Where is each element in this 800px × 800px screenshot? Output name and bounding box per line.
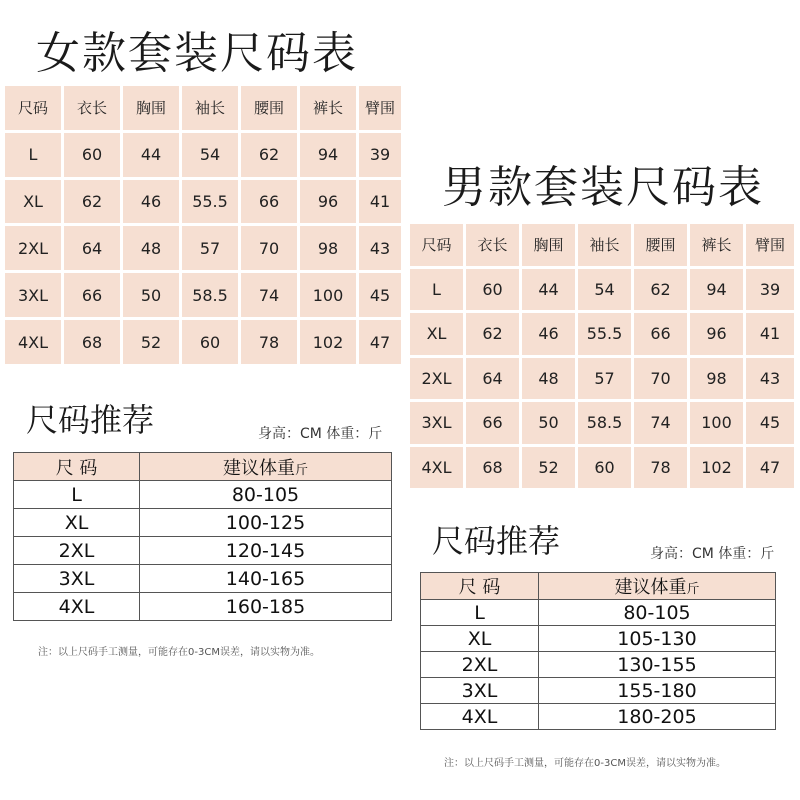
weight-header-label: 建议体重 — [614, 577, 687, 598]
column-header: 尺码 — [5, 86, 61, 130]
men-recommendation-table — [420, 572, 776, 730]
weight-range-cell: 120-145 — [140, 537, 392, 565]
table-header-row — [14, 453, 392, 481]
table-row — [14, 593, 392, 621]
measurement-cell: 62 — [634, 269, 687, 311]
weight-unit: 斤 — [686, 582, 700, 597]
size-label: XL — [5, 180, 61, 224]
men-size-chart — [410, 224, 788, 488]
column-header: 衣长 — [64, 86, 120, 130]
women-recommendation-title: 尺码推荐 — [26, 401, 155, 439]
table-row — [14, 537, 392, 565]
measurement-cell: 55.5 — [578, 313, 631, 355]
men-unit-note: 身高：CM 体重：斤 — [650, 546, 775, 562]
table-header-row — [421, 573, 776, 600]
size-cell: 4XL — [14, 593, 140, 621]
women-footnote: 注：以上尺码手工测量，可能存在0-3CM误差，请以实物为准。 — [38, 647, 320, 658]
measurement-cell: 50 — [522, 402, 575, 444]
measurement-cell: 62 — [466, 313, 519, 355]
measurement-cell: 57 — [182, 226, 238, 270]
weight-range-cell: 180-205 — [539, 704, 776, 730]
measurement-cell: 102 — [690, 447, 743, 489]
measurement-cell: 60 — [578, 447, 631, 489]
measurement-cell: 68 — [466, 447, 519, 489]
measurement-cell: 43 — [359, 226, 401, 270]
size-header: 尺 码 — [14, 453, 140, 481]
measurement-cell: 66 — [634, 313, 687, 355]
weight-range-cell: 105-130 — [539, 626, 776, 652]
men-footnote: 注：以上尺码手工测量，可能存在0-3CM误差，请以实物为准。 — [444, 758, 726, 769]
weight-unit: 斤 — [294, 462, 308, 478]
weight-range-cell: 80-105 — [140, 481, 392, 509]
measurement-cell: 74 — [634, 402, 687, 444]
men-size-chart-title: 男款套装尺码表 — [442, 162, 764, 213]
measurement-cell: 78 — [241, 320, 297, 364]
measurement-cell: 64 — [64, 226, 120, 270]
measurement-cell: 58.5 — [578, 402, 631, 444]
size-cell: XL — [421, 626, 539, 652]
measurement-cell: 55.5 — [182, 180, 238, 224]
column-header: 胸围 — [522, 224, 575, 266]
column-header: 臂围 — [359, 86, 401, 130]
weight-range-cell: 160-185 — [140, 593, 392, 621]
size-label: L — [5, 133, 61, 177]
table-row — [421, 626, 776, 652]
size-label: 4XL — [410, 447, 463, 489]
size-label: 2XL — [410, 358, 463, 400]
weight-header — [140, 453, 392, 481]
measurement-cell: 41 — [746, 313, 794, 355]
measurement-cell: 44 — [522, 269, 575, 311]
measurement-cell: 98 — [300, 226, 356, 270]
size-cell: XL — [14, 509, 140, 537]
measurement-cell: 54 — [182, 133, 238, 177]
size-cell: L — [14, 481, 140, 509]
measurement-cell: 74 — [241, 273, 297, 317]
size-header: 尺 码 — [421, 573, 539, 600]
weight-range-cell: 140-165 — [140, 565, 392, 593]
table-row — [14, 565, 392, 593]
measurement-cell: 39 — [359, 133, 401, 177]
measurement-cell: 62 — [64, 180, 120, 224]
weight-range-cell: 80-105 — [539, 600, 776, 626]
measurement-cell: 52 — [522, 447, 575, 489]
measurement-cell: 66 — [64, 273, 120, 317]
weight-range-cell: 155-180 — [539, 678, 776, 704]
measurement-cell: 54 — [578, 269, 631, 311]
measurement-cell: 100 — [690, 402, 743, 444]
measurement-cell: 46 — [522, 313, 575, 355]
size-label: 3XL — [5, 273, 61, 317]
measurement-cell: 94 — [690, 269, 743, 311]
table-row — [14, 509, 392, 537]
size-cell: 4XL — [421, 704, 539, 730]
size-label: L — [410, 269, 463, 311]
weight-header-label: 建议体重 — [222, 457, 295, 479]
measurement-cell: 47 — [359, 320, 401, 364]
women-recommendation-table — [13, 452, 392, 621]
size-label: 2XL — [5, 226, 61, 270]
measurement-cell: 60 — [466, 269, 519, 311]
measurement-cell: 58.5 — [182, 273, 238, 317]
table-row — [421, 600, 776, 626]
measurement-cell: 102 — [300, 320, 356, 364]
column-header: 袖长 — [182, 86, 238, 130]
measurement-cell: 47 — [746, 447, 794, 489]
size-label: 4XL — [5, 320, 61, 364]
table-row — [421, 704, 776, 730]
measurement-cell: 94 — [300, 133, 356, 177]
size-cell: 2XL — [14, 537, 140, 565]
size-label: XL — [410, 313, 463, 355]
column-header: 裤长 — [690, 224, 743, 266]
weight-range-cell: 100-125 — [140, 509, 392, 537]
measurement-cell: 39 — [746, 269, 794, 311]
measurement-cell: 98 — [690, 358, 743, 400]
measurement-cell: 44 — [123, 133, 179, 177]
measurement-cell: 60 — [64, 133, 120, 177]
measurement-cell: 48 — [522, 358, 575, 400]
size-cell: 2XL — [421, 652, 539, 678]
measurement-cell: 78 — [634, 447, 687, 489]
size-cell: L — [421, 600, 539, 626]
measurement-cell: 70 — [241, 226, 297, 270]
column-header: 尺码 — [410, 224, 463, 266]
measurement-cell: 96 — [300, 180, 356, 224]
table-row — [14, 481, 392, 509]
size-cell: 3XL — [421, 678, 539, 704]
measurement-cell: 100 — [300, 273, 356, 317]
measurement-cell: 43 — [746, 358, 794, 400]
measurement-cell: 52 — [123, 320, 179, 364]
column-header: 裤长 — [300, 86, 356, 130]
weight-header — [539, 573, 776, 600]
measurement-cell: 45 — [746, 402, 794, 444]
measurement-cell: 64 — [466, 358, 519, 400]
measurement-cell: 68 — [64, 320, 120, 364]
measurement-cell: 62 — [241, 133, 297, 177]
measurement-cell: 96 — [690, 313, 743, 355]
measurement-cell: 48 — [123, 226, 179, 270]
women-size-chart-title: 女款套装尺码表 — [36, 28, 358, 79]
column-header: 臂围 — [746, 224, 794, 266]
women-size-chart — [5, 86, 401, 364]
measurement-cell: 60 — [182, 320, 238, 364]
measurement-cell: 50 — [123, 273, 179, 317]
column-header: 腰围 — [241, 86, 297, 130]
measurement-cell: 70 — [634, 358, 687, 400]
measurement-cell: 46 — [123, 180, 179, 224]
size-cell: 3XL — [14, 565, 140, 593]
column-header: 衣长 — [466, 224, 519, 266]
table-row — [421, 678, 776, 704]
weight-range-cell: 130-155 — [539, 652, 776, 678]
women-unit-note: 身高：CM 体重：斤 — [258, 426, 383, 442]
measurement-cell: 41 — [359, 180, 401, 224]
column-header: 腰围 — [634, 224, 687, 266]
size-label: 3XL — [410, 402, 463, 444]
measurement-cell: 66 — [466, 402, 519, 444]
measurement-cell: 66 — [241, 180, 297, 224]
table-row — [421, 652, 776, 678]
column-header: 袖长 — [578, 224, 631, 266]
men-recommendation-title: 尺码推荐 — [432, 522, 561, 560]
measurement-cell: 45 — [359, 273, 401, 317]
column-header: 胸围 — [123, 86, 179, 130]
measurement-cell: 57 — [578, 358, 631, 400]
